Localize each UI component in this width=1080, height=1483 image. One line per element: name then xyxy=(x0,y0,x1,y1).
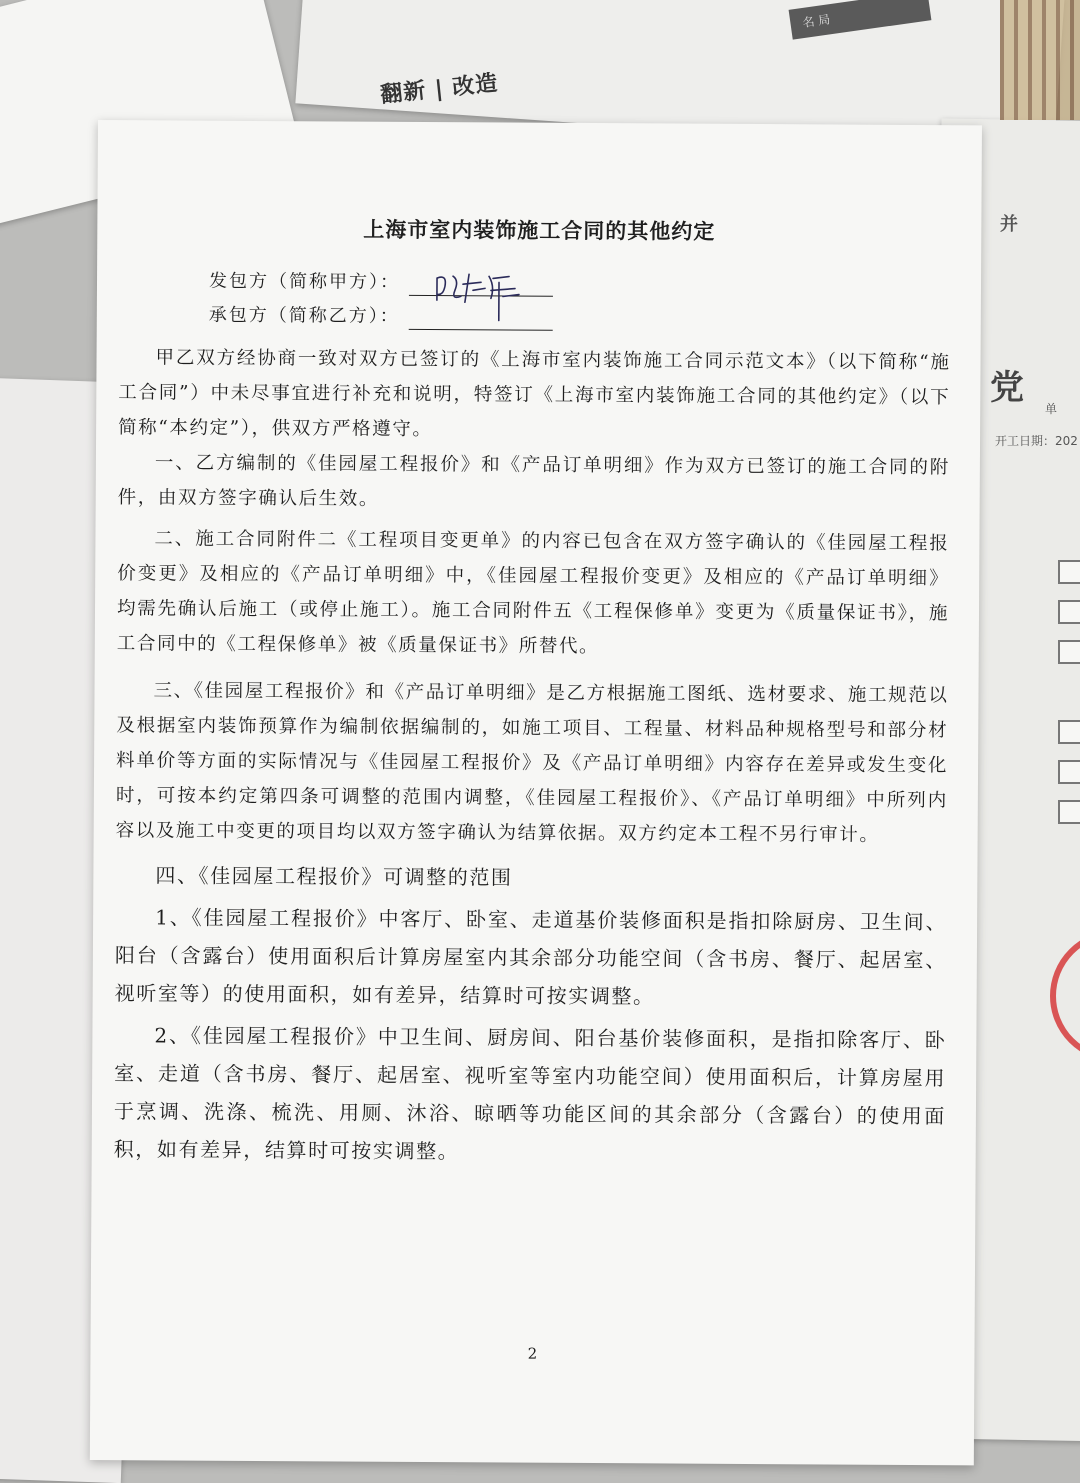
clause-2: 二、施工合同附件二《工程项目变更单》的内容已包含在双方签字确认的《佳园屋工程报价变更》及相应的《产品订单明细》中，《佳园屋工程报价变更》及相应的《产品订单明细》均需先确认后施工（或停止施工）。施工合同附件五《工程保修单》变更为《质量保证书》，施工合同中的《工程保修单》被《质量保证书》所替代。 xyxy=(116,528,950,658)
clause-4-item-2: 2、《佳园屋工程报价》中卫生间、厨房间、阳台基价装修面积，是指扣除客厅、卧室、走道（含书房、餐厅、起居室、视听室等室内功能空间）使用面积后，计算房屋用于烹调、洗涤、梳洗、用厕、沐浴、晾晒等功能区间的其余部分（含露台）的使用面积，如有差异，结算时可按实调整。 xyxy=(113,1023,947,1164)
party-a-label: 发包方（简称甲方）： xyxy=(208,270,401,293)
background-edge-text: 开工日期：202 xyxy=(995,434,1078,448)
party-a-handwritten-signature xyxy=(429,256,549,327)
background-edge-text: 并 xyxy=(1000,214,1018,235)
corner-tab: 名 局 xyxy=(789,0,932,40)
contract-page xyxy=(90,120,982,1465)
clause-3: 三、《佳园屋工程报价》和《产品订单明细》是乙方根据施工图纸、选材要求、施工规范以及根据室内装饰预算作为编制依据编制的，如施工项目、工程量、材料品种规格型号和部分材料单价等方面的实际情况与《佳园屋工程报价》及《产品订单明细》内容存在差异或发生变化时，可按本约定第四条可调整的范围内调整，《佳园屋工程报价》、《产品订单明细》中所列内容以及施工中变更的项目均以双方签字确认为结算依据。双方约定本工程不另行审计。 xyxy=(115,680,949,846)
background-edge-text: 党 xyxy=(990,368,1024,408)
clause-4-heading: 四、《佳园屋工程报价》可调整的范围 xyxy=(155,863,513,890)
page-number: 2 xyxy=(527,1344,538,1363)
contract-body xyxy=(114,340,951,1173)
document-title: 上海市室内装饰施工合同的其他约定 xyxy=(363,216,716,244)
background-brand-text: 翻新 | 改造 xyxy=(379,70,500,109)
clause-1: 一、乙方编制的《佳园屋工程报价》和《产品订单明细》作为双方已签订的施工合同的附件，由双方签字确认后生效。 xyxy=(117,452,950,510)
clause-4-item-1: 1、《佳园屋工程报价》中客厅、卧室、走道基价装修面积是指扣除厨房、卫生间、阳台（含露台）使用面积后计算房屋室内其余部分功能空间（含书房、餐厅、起居室、视听室等）的使用面积，如有差异，结算时可按实调整。 xyxy=(114,905,948,1009)
party-b-label: 承包方（简称乙方）： xyxy=(208,304,400,327)
binder-coil xyxy=(1000,0,1080,120)
background-edge-text: 单 xyxy=(1045,402,1058,416)
party-b-signature-line xyxy=(409,329,553,331)
intro-paragraph: 甲乙双方经协商一致对双方已签订的《上海市室内装饰施工合同示范文本》（以下简称“施工合同”）中未尽事宜进行补充和说明，特签订《上海市室内装饰施工合同的其他约定》（以下简称“本约定”），供双方严格遵守。 xyxy=(118,347,951,441)
